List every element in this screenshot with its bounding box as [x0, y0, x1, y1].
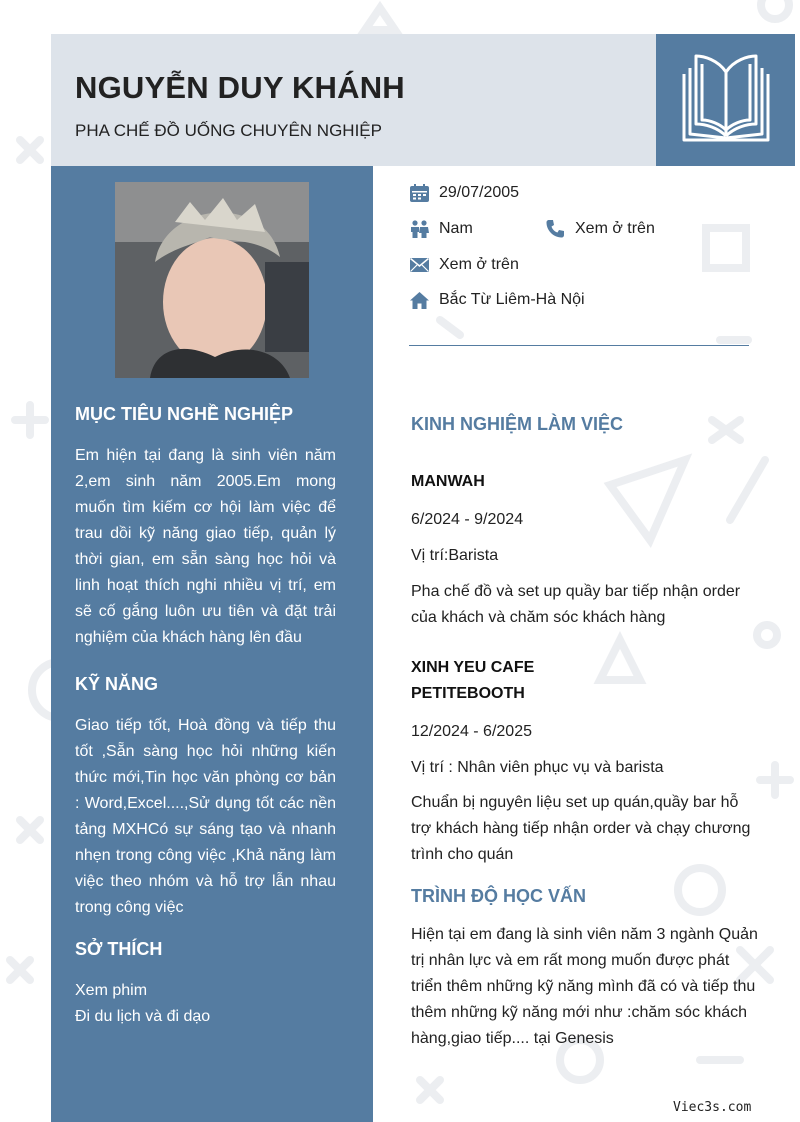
skills-section: [75, 674, 336, 921]
skills-text: Giao tiếp tốt, Hoà đồng và tiếp thu tốt ,Sẵn sàng học hỏi những kiến thức mới,Tin học văn phòng cơ bản : Word,Excel....,Sử dụng tốt các nền tảng MXHCó sự sáng tạo và nhanh nhẹn trong công việc ,Khả năng làm việc theo nhóm và hỗ trợ lẫn nhau trong công việc: [75, 717, 336, 916]
header: [51, 34, 656, 166]
job-entry: [411, 655, 761, 707]
logo-box: [656, 34, 795, 166]
objective-section: [75, 404, 336, 651]
phone-value: Xem ở trên: [575, 220, 655, 237]
people-icon: [410, 220, 429, 238]
hobbies-section: [75, 939, 336, 1030]
candidate-name: NGUYỄN DUY KHÁNH: [75, 70, 405, 105]
watermark: Viec3s.com: [673, 1100, 752, 1115]
envelope-icon: [410, 257, 429, 273]
calendar-icon: [410, 184, 429, 202]
education-section: [411, 886, 761, 907]
open-book-icon: [678, 50, 774, 146]
job-company: XINH YEU CAFE PETITEBOOTH: [411, 659, 535, 702]
skills-heading: KỸ NĂNG: [75, 674, 159, 694]
job-period-row: [411, 719, 761, 745]
birthdate-row: [410, 184, 519, 202]
job-period: 12/2024 - 6/2025: [411, 723, 532, 740]
email-value: Xem ở trên: [439, 256, 519, 273]
phone-row: [546, 220, 655, 238]
job-entry: [411, 469, 761, 495]
hobbies-heading: SỞ THÍCH: [75, 939, 163, 959]
job-title: PHA CHẾ ĐỒ UỐNG CHUYÊN NGHIỆP: [75, 121, 382, 140]
sidebar: [51, 166, 373, 1122]
birthdate-value: 29/07/2005: [439, 184, 520, 201]
objective-heading: MỤC TIÊU NGHỀ NGHIỆP: [75, 404, 294, 424]
divider: [409, 345, 749, 346]
address-value: Bắc Từ Liêm-Hà Nội: [439, 291, 585, 308]
job-position-row: [411, 543, 761, 569]
job-position-row: [411, 755, 761, 781]
hobby-item: Xem phim: [75, 982, 148, 999]
address-row: [410, 291, 585, 309]
gender-value: Nam: [439, 220, 473, 237]
home-icon: [410, 292, 429, 309]
education-text: Hiện tại em đang là sinh viên năm 3 ngành Quản trị nhân lực và em rất mong muốn được phát triển thêm những kỹ năng mình đã có và tiếp thu thêm những kỹ năng mới như :chăm sóc khách hàng,giao tiếp.... tại Genesis: [411, 926, 758, 1047]
gender-row: [410, 220, 473, 238]
job-period-row: [411, 507, 761, 533]
education-text-row: [411, 922, 761, 1052]
email-row: [410, 256, 519, 274]
profile-photo: [115, 182, 309, 378]
job-period: 6/2024 - 9/2024: [411, 511, 524, 528]
hobby-item: Đi du lịch và đi dạo: [75, 1008, 211, 1025]
job-description: Chuẩn bị nguyên liệu set up quán,quầy bar hỗ trợ khách hàng tiếp nhận order và chạy chương trình cho quán: [411, 794, 751, 863]
job-description-row: [411, 790, 761, 868]
objective-text: Em hiện tại đang là sinh viên năm 2,em sinh năm 2005.Em mong muốn tìm kiếm cơ hội làm việc để trau dồi kỹ năng giao tiếp, quản lý thời gian, em sẵn sàng học hỏi và linh hoạt thích nghi nhiều vị trí, em sẽ cố gắng luôn ưu tiên và đặt trải nghiệm của khách hàng lên đầu: [75, 447, 336, 646]
job-position: Vị trí : Nhân viên phục vụ và barista: [411, 759, 664, 776]
phone-icon: [546, 220, 565, 238]
job-position: Vị trí:Barista: [411, 547, 499, 564]
job-description: Pha chế đồ và set up quầy bar tiếp nhận order của khách và chăm sóc khách hàng: [411, 583, 741, 626]
experience-heading: KINH NGHIỆM LÀM VIỆC: [411, 414, 624, 434]
experience-section: [411, 414, 761, 435]
education-heading: TRÌNH ĐỘ HỌC VẤN: [411, 886, 586, 906]
job-company: MANWAH: [411, 473, 485, 490]
job-description-row: [411, 579, 761, 631]
